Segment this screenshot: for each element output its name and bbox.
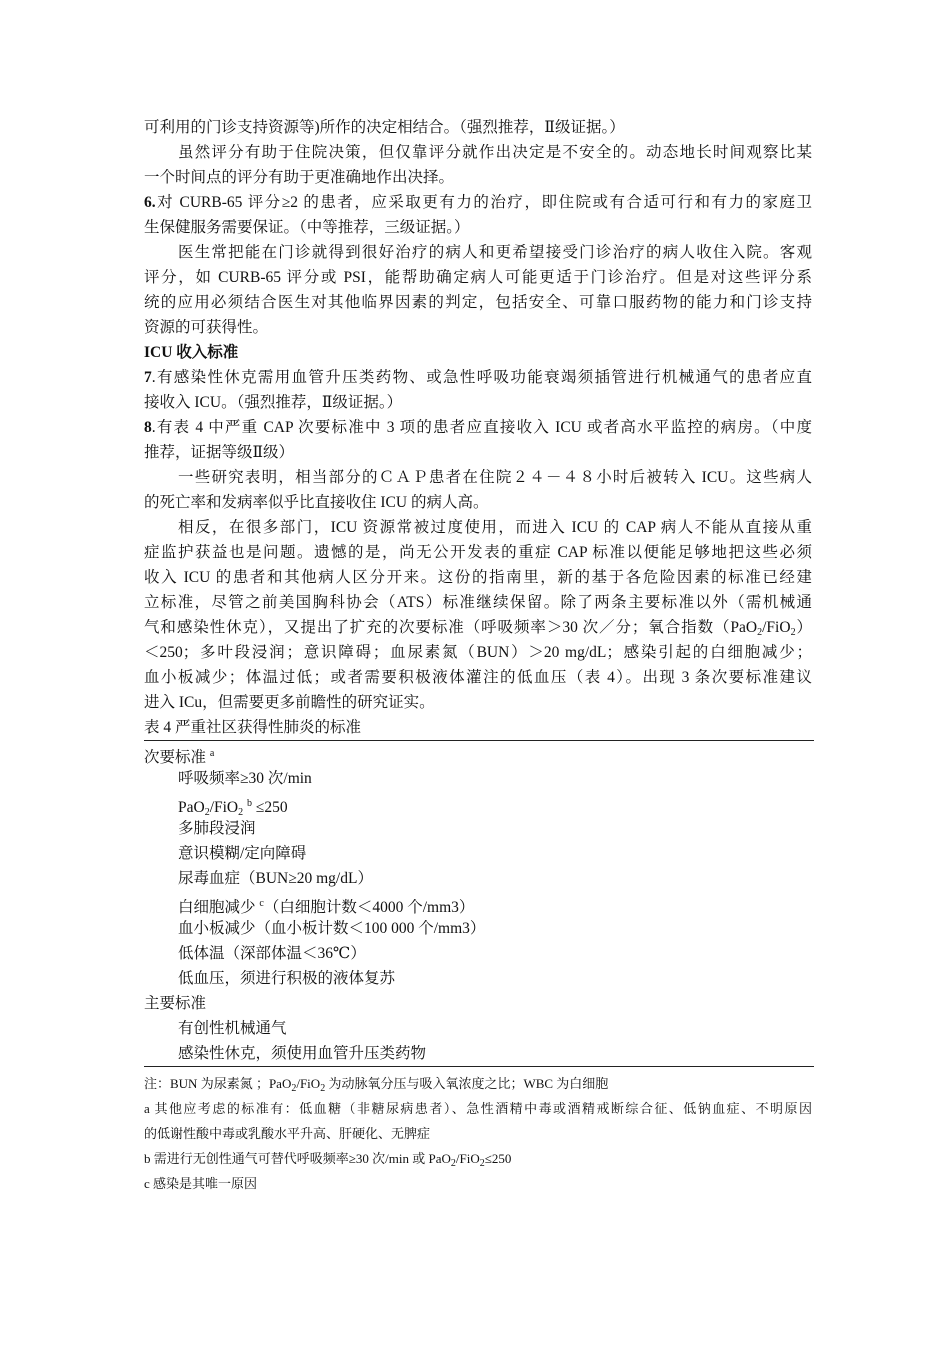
superscript: b xyxy=(247,798,253,809)
recommendation-number: 7 xyxy=(144,369,152,386)
text: 进入 ICu，但需要更多前瞻性的研究证实。 xyxy=(144,694,435,711)
paragraph-line xyxy=(144,240,812,265)
document-body xyxy=(144,115,812,1196)
table-row xyxy=(144,1016,812,1041)
table-row xyxy=(144,891,812,916)
text: 可利用的门诊支持资源等)所作的决定相结合。（强烈推荐，Ⅱ级证据。） xyxy=(144,119,625,136)
paragraph-line xyxy=(144,440,812,465)
paragraph-line xyxy=(144,315,812,340)
text: 收入 ICU 的患者和其他病人区分开来。这份的指南里，新的基于各危险因素的标准已经建 xyxy=(144,569,812,586)
paragraph-line xyxy=(144,140,812,165)
text: 呼吸频率≥30 次/min xyxy=(178,770,312,787)
text: 低体温（深部体温＜36℃） xyxy=(178,945,366,962)
text: 一个时间点的评分有助于更准确地作出决择。 xyxy=(144,169,455,186)
text: 立标准，尽管之前美国胸科协会（ATS）标准继续保留。除了两条主要标准以外（需机械通 xyxy=(144,594,812,611)
text: ＜250；多叶段浸润；意识障碍；血尿素氮（BUN）＞20 mg/dL；感染引起的白细胞减少； xyxy=(144,644,812,661)
paragraph-line xyxy=(144,265,812,290)
paragraph-line xyxy=(144,290,812,315)
paragraph-line xyxy=(144,590,812,615)
table-notes xyxy=(144,1071,812,1196)
paragraph-line xyxy=(144,465,812,490)
note-line xyxy=(144,1121,812,1146)
table-row xyxy=(144,1041,812,1066)
text: /FiO xyxy=(209,799,239,816)
subscript: 2 xyxy=(291,1083,297,1094)
text: 意识模糊/定向障碍 xyxy=(178,845,307,862)
paragraph-line xyxy=(144,115,812,140)
text: ≤250 xyxy=(252,799,288,816)
text: 资源的可获得性。 xyxy=(144,319,269,336)
text: /FiO xyxy=(296,1076,321,1091)
paragraph-line xyxy=(144,615,812,640)
text: 白细胞减少 xyxy=(178,899,256,916)
recommendation-6 xyxy=(144,190,812,215)
subscript: 2 xyxy=(790,627,796,638)
table-caption xyxy=(144,715,812,740)
table-row xyxy=(144,791,812,816)
paragraph-line xyxy=(144,690,812,715)
text: ≤250 xyxy=(484,1151,512,1166)
text: 有创性机械通气 xyxy=(178,1020,287,1037)
text: .有表 4 中严重 CAP 次要标准中 3 项的患者应直接收入 ICU 或者高水平监控的病房。（中度 xyxy=(151,419,812,436)
table-row xyxy=(144,816,812,841)
text: 症监护获益也是问题。遗憾的是，尚无公开发表的重症 CAP 标准以便能足够地把这些必须 xyxy=(144,544,812,561)
paragraph-line xyxy=(144,490,812,515)
table-group-header-minor xyxy=(144,741,812,766)
recommendation-7 xyxy=(144,365,812,390)
note-line xyxy=(144,1146,812,1171)
text: 感染性休克，须使用血管升压类药物 xyxy=(178,1045,427,1062)
table-row xyxy=(144,916,812,941)
table-row xyxy=(144,941,812,966)
text: 气和感染性休克），又提出了扩充的次要标准（呼吸频率＞30 次／分；氧合指数（PaO xyxy=(144,619,758,636)
table-row xyxy=(144,866,812,891)
text: PaO xyxy=(178,799,205,816)
recommendation-number: 6. xyxy=(144,194,156,211)
text: 尿毒血症（BUN≥20 mg/dL） xyxy=(178,870,373,887)
paragraph-line xyxy=(144,515,812,540)
note-line xyxy=(144,1171,812,1196)
text: 统的应用必须结合医生对其他临界因素的判定，包括安全、可靠口服药物的能力和门诊支持 xyxy=(144,294,812,311)
subscript: 2 xyxy=(479,1158,485,1169)
text: /FiO xyxy=(455,1151,480,1166)
paragraph-line xyxy=(144,565,812,590)
section-heading xyxy=(144,340,812,365)
table-row xyxy=(144,766,812,791)
note-line xyxy=(144,1071,812,1096)
paragraph-line xyxy=(144,165,812,190)
paragraph-line xyxy=(144,215,812,240)
text: 多肺段浸润 xyxy=(178,820,256,837)
text: 注：BUN 为尿素氮 ；PaO xyxy=(144,1076,292,1091)
text: （白细胞计数＜4000 个/mm3） xyxy=(263,899,475,916)
note-line xyxy=(144,1096,812,1121)
text: c 感染是其唯一原因 xyxy=(144,1176,258,1191)
text: 主要标准 xyxy=(144,995,207,1012)
text: 推荐，证据等级Ⅱ级） xyxy=(144,444,295,461)
superscript: a xyxy=(209,748,215,759)
text: 虽然评分有助于住院决策，但仅靠评分就作出决定是不安全的。动态地长时间观察比某 xyxy=(178,144,812,161)
text: 一些研究表明，相当部分的ＣＡＰ患者在住院２４－４８小时后被转入 ICU。这些病人 xyxy=(178,469,812,486)
text: 评分，如 CURB-65 评分或 PSI，能帮助确定病人可能更适于门诊治疗。但是对这些评分系 xyxy=(144,269,812,286)
text: 的死亡率和发病率似乎比直接收住 ICU 的病人高。 xyxy=(144,494,489,511)
text: a 其他应考虑的标准有：低血糖（非糖尿病患者）、急性酒精中毒或酒精戒断综合征、低钠血症、不明原因 xyxy=(144,1101,812,1116)
paragraph-line xyxy=(144,665,812,690)
text: 对 CURB-65 评分≥2 的患者，应采取更有力的治疗，即住院或有合适可行和有力的家庭卫 xyxy=(155,194,812,211)
heading-text: ICU 收入标准 xyxy=(144,344,239,361)
superscript: c xyxy=(259,898,264,909)
text: .有感染性休克需用血管升压类药物、或急性呼吸功能衰竭须插管进行机械通气的患者应直 xyxy=(151,369,812,386)
text: ） xyxy=(795,619,812,636)
text: b 需进行无创性通气可替代呼吸频率≥30 次/min 或 PaO xyxy=(144,1151,451,1166)
table-group-header-major xyxy=(144,991,812,1016)
subscript: 2 xyxy=(238,807,244,818)
text: 低血压，须进行积极的液体复苏 xyxy=(178,970,396,987)
caption-text: 表 4 严重社区获得性肺炎的标准 xyxy=(144,719,362,736)
subscript: 2 xyxy=(204,807,210,818)
paragraph-line xyxy=(144,390,812,415)
subscript: 2 xyxy=(320,1083,326,1094)
text: 血小板减少；体温过低；或者需要积极液体灌注的低血压（表 4）。出现 3 条次要标准建议 xyxy=(144,669,812,686)
text: 为动脉氧分压与吸入氧浓度之比；WBC 为白细胞 xyxy=(325,1076,609,1091)
subscript: 2 xyxy=(450,1158,456,1169)
subscript: 2 xyxy=(757,627,763,638)
text: 接收入 ICU。（强烈推荐，Ⅱ级证据。） xyxy=(144,394,403,411)
text: 次要标准 xyxy=(144,749,207,766)
text: 血小板减少（血小板计数＜100 000 个/mm3） xyxy=(178,920,486,937)
paragraph-line xyxy=(144,640,812,665)
text: 医生常把能在门诊就得到很好治疗的病人和更希望接受门诊治疗的病人收住入院。客观 xyxy=(178,244,812,261)
paragraph-line xyxy=(144,540,812,565)
table-bottom-rule xyxy=(144,1066,814,1067)
text: 的低谢性酸中毒或乳酸水平升高、肝硬化、无脾症 xyxy=(144,1126,431,1141)
text: 生保健服务需要保证。（中等推荐，三级证据。） xyxy=(144,219,470,236)
text: 相反，在很多部门，ICU 资源常被过度使用，而进入 ICU 的 CAP 病人不能从直接从重 xyxy=(178,519,812,536)
table-row xyxy=(144,966,812,991)
recommendation-8 xyxy=(144,415,812,440)
recommendation-number: 8 xyxy=(144,419,152,436)
table-row xyxy=(144,841,812,866)
text: /FiO xyxy=(762,619,791,636)
